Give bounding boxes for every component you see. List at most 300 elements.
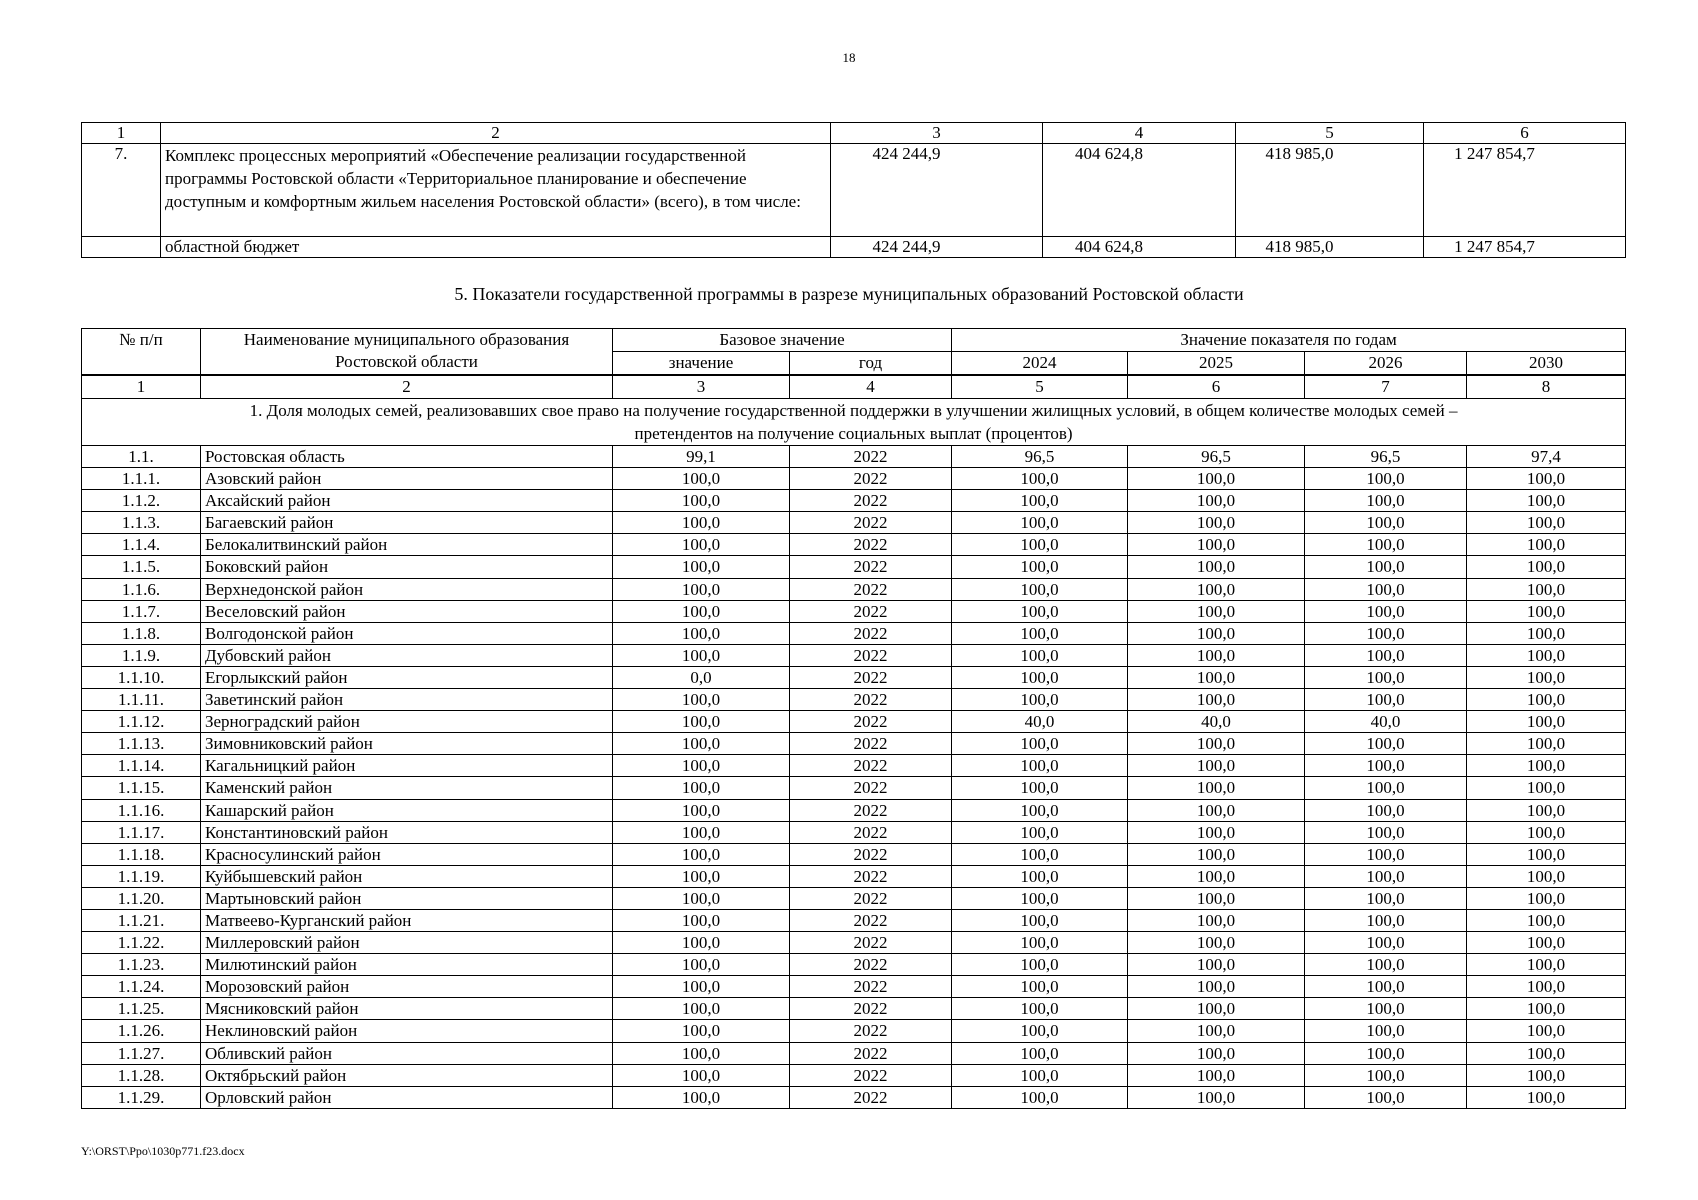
column-number: 4 <box>790 375 952 399</box>
row-value: 100,0 <box>613 755 790 777</box>
row-value: 100,0 <box>613 556 790 578</box>
row-value: 100,0 <box>1467 711 1626 733</box>
row-value: 100,0 <box>1467 666 1626 688</box>
row-value: 100,0 <box>1467 556 1626 578</box>
row-value: 100,0 <box>952 799 1128 821</box>
row-value: 100,0 <box>613 887 790 909</box>
row-number: 1.1.2. <box>82 490 201 512</box>
row-value: 100,0 <box>952 622 1128 644</box>
row-value: 100,0 <box>1128 976 1305 998</box>
row-value: 100,0 <box>1305 799 1467 821</box>
header-cell: 1 <box>82 123 161 144</box>
row-name: Зерноградский район <box>201 711 613 733</box>
column-numbers-row <box>82 375 1626 399</box>
row-value: 100,0 <box>1467 490 1626 512</box>
row-name: Комплекс процессных мероприятий «Обеспечение реализации государственной программы Ростовской области «Территориальное планирование и обеспечение доступным и комфортным жильем населения Ростовской области» (всего), в том числе: <box>161 144 831 237</box>
row-number: 1.1.28. <box>82 1064 201 1086</box>
row-value: 2022 <box>790 490 952 512</box>
column-number: 3 <box>613 375 790 399</box>
row-value: 100,0 <box>952 490 1128 512</box>
header-cell: 6 <box>1424 123 1626 144</box>
row-name: Ростовская область <box>201 446 613 468</box>
row-number: 1.1.3. <box>82 512 201 534</box>
budget-table-header <box>82 123 1626 144</box>
row-value: 2022 <box>790 821 952 843</box>
row-value: 2022 <box>790 468 952 490</box>
row-value: 100,0 <box>1467 1042 1626 1064</box>
row-value: 97,4 <box>1467 446 1626 468</box>
row-value: 100,0 <box>1305 666 1467 688</box>
row-number: 1.1.13. <box>82 733 201 755</box>
row-value: 100,0 <box>1128 534 1305 556</box>
row-value: 100,0 <box>1305 821 1467 843</box>
row-value: 100,0 <box>1128 843 1305 865</box>
row-name: Кашарский район <box>201 799 613 821</box>
row-value: 424 244,9 <box>831 237 1043 258</box>
row-value: 100,0 <box>1305 644 1467 666</box>
row-value: 100,0 <box>952 909 1128 931</box>
row-value: 100,0 <box>952 556 1128 578</box>
row-value: 100,0 <box>1305 777 1467 799</box>
table-row <box>82 1064 1626 1086</box>
row-value: 100,0 <box>952 644 1128 666</box>
row-value: 424 244,9 <box>831 144 1043 237</box>
row-value: 100,0 <box>1305 468 1467 490</box>
row-value: 2022 <box>790 733 952 755</box>
row-value: 100,0 <box>1305 954 1467 976</box>
row-value: 100,0 <box>1305 490 1467 512</box>
header-by-years: Значение показателя по годам <box>952 329 1626 352</box>
row-value: 100,0 <box>1467 1020 1626 1042</box>
table-row <box>82 1086 1626 1108</box>
row-value: 100,0 <box>952 932 1128 954</box>
row-value: 100,0 <box>952 1086 1128 1108</box>
table-row <box>82 909 1626 931</box>
row-value: 100,0 <box>1305 1042 1467 1064</box>
row-name: Егорлыкский район <box>201 666 613 688</box>
row-value: 100,0 <box>1467 755 1626 777</box>
row-value: 100,0 <box>1305 556 1467 578</box>
section-title: 5. Показатели государственной программы в разрезе муниципальных образований Ростовской области <box>454 284 1244 304</box>
row-value: 100,0 <box>1305 909 1467 931</box>
row-value: 2022 <box>790 887 952 909</box>
row-value: 100,0 <box>613 821 790 843</box>
row-value: 100,0 <box>613 534 790 556</box>
row-value: 100,0 <box>952 1020 1128 1042</box>
table-row <box>82 144 1626 237</box>
row-value: 40,0 <box>1128 711 1305 733</box>
row-value: 100,0 <box>1128 865 1305 887</box>
row-value: 100,0 <box>952 821 1128 843</box>
column-number: 7 <box>1305 375 1467 399</box>
row-value: 100,0 <box>952 843 1128 865</box>
file-path-footer: Y:\ORST\Ppo\1030p771.f23.docx <box>81 1144 245 1158</box>
column-number: 5 <box>952 375 1128 399</box>
row-value: 100,0 <box>1467 887 1626 909</box>
row-number: 1.1.29. <box>82 1086 201 1108</box>
row-value: 2022 <box>790 534 952 556</box>
row-number: 1.1.15. <box>82 777 201 799</box>
row-value: 100,0 <box>1305 600 1467 622</box>
row-name: Боковский район <box>201 556 613 578</box>
row-value: 100,0 <box>1305 512 1467 534</box>
row-name: Октябрьский район <box>201 1064 613 1086</box>
row-value: 100,0 <box>613 600 790 622</box>
header-year: 2025 <box>1128 352 1305 376</box>
row-value: 100,0 <box>952 1064 1128 1086</box>
table-row <box>82 689 1626 711</box>
table-row <box>82 534 1626 556</box>
row-name: Красносулинский район <box>201 843 613 865</box>
row-number: 7. <box>82 144 161 237</box>
row-value: 100,0 <box>1305 755 1467 777</box>
row-value: 100,0 <box>1305 578 1467 600</box>
header-year: 2026 <box>1305 352 1467 376</box>
header-cell: 3 <box>831 123 1043 144</box>
table-row <box>82 976 1626 998</box>
row-name: Волгодонской район <box>201 622 613 644</box>
table-row <box>82 666 1626 688</box>
row-value: 100,0 <box>613 932 790 954</box>
column-number: 8 <box>1467 375 1626 399</box>
row-value: 100,0 <box>1128 733 1305 755</box>
table-row <box>82 777 1626 799</box>
row-value: 40,0 <box>1305 711 1467 733</box>
row-value: 2022 <box>790 600 952 622</box>
row-name: Зимовниковский район <box>201 733 613 755</box>
row-value: 1 247 854,7 <box>1424 237 1626 258</box>
table-row <box>82 622 1626 644</box>
row-value: 2022 <box>790 711 952 733</box>
indicator-title: 1. Доля молодых семей, реализовавших свое право на получение государственной поддержки в улучшении жилищных условий, в общем количестве молодых семей – претендентов на получение социальных выплат (процентов) <box>82 399 1626 446</box>
row-value: 2022 <box>790 512 952 534</box>
row-value: 2022 <box>790 1020 952 1042</box>
row-value: 100,0 <box>1128 1064 1305 1086</box>
row-name: Морозовский район <box>201 976 613 998</box>
row-value: 96,5 <box>952 446 1128 468</box>
row-value: 100,0 <box>1128 1020 1305 1042</box>
page-number: 18 <box>842 50 856 65</box>
row-value: 2022 <box>790 1064 952 1086</box>
row-value: 100,0 <box>1467 512 1626 534</box>
row-number: 1.1.22. <box>82 932 201 954</box>
row-value: 100,0 <box>613 733 790 755</box>
row-value: 100,0 <box>613 799 790 821</box>
row-value: 100,0 <box>613 976 790 998</box>
row-value: 99,1 <box>613 446 790 468</box>
row-value: 2022 <box>790 755 952 777</box>
row-name: Матвеево-Курганский район <box>201 909 613 931</box>
row-value: 2022 <box>790 998 952 1020</box>
row-name: Дубовский район <box>201 644 613 666</box>
row-value: 418 985,0 <box>1236 237 1424 258</box>
row-value: 100,0 <box>613 1064 790 1086</box>
row-value: 2022 <box>790 909 952 931</box>
row-value: 100,0 <box>613 644 790 666</box>
row-number: 1.1.12. <box>82 711 201 733</box>
row-value: 100,0 <box>1467 689 1626 711</box>
indicator-row <box>82 399 1626 446</box>
row-value: 100,0 <box>952 512 1128 534</box>
row-number: 1.1.23. <box>82 954 201 976</box>
row-value: 100,0 <box>1467 600 1626 622</box>
row-value: 100,0 <box>1467 954 1626 976</box>
row-value: 100,0 <box>1128 512 1305 534</box>
row-value: 100,0 <box>1467 865 1626 887</box>
row-name: Милютинский район <box>201 954 613 976</box>
row-value: 100,0 <box>1128 998 1305 1020</box>
table-row <box>82 644 1626 666</box>
header-base: Базовое значение <box>613 329 952 352</box>
row-value: 40,0 <box>952 711 1128 733</box>
table-row <box>82 490 1626 512</box>
row-number: 1.1. <box>82 446 201 468</box>
row-number: 1.1.9. <box>82 644 201 666</box>
row-value: 100,0 <box>613 843 790 865</box>
row-value: 2022 <box>790 446 952 468</box>
row-value: 404 624,8 <box>1043 237 1236 258</box>
row-value: 100,0 <box>613 1086 790 1108</box>
table-row <box>82 468 1626 490</box>
row-value: 100,0 <box>1467 932 1626 954</box>
table-row <box>82 799 1626 821</box>
row-value: 100,0 <box>952 689 1128 711</box>
row-value: 100,0 <box>1467 976 1626 998</box>
table-row <box>82 446 1626 468</box>
table-row <box>82 865 1626 887</box>
row-value: 2022 <box>790 1042 952 1064</box>
row-number: 1.1.18. <box>82 843 201 865</box>
row-value: 100,0 <box>1467 909 1626 931</box>
row-value: 100,0 <box>1467 578 1626 600</box>
row-value: 100,0 <box>613 909 790 931</box>
row-value: 100,0 <box>1467 468 1626 490</box>
header-base-year: год <box>790 352 952 376</box>
row-value: 100,0 <box>1305 976 1467 998</box>
header-base-value: значение <box>613 352 790 376</box>
row-name: Каменский район <box>201 777 613 799</box>
row-value: 100,0 <box>952 600 1128 622</box>
row-value: 100,0 <box>952 1042 1128 1064</box>
table-row <box>82 237 1626 258</box>
row-value: 2022 <box>790 666 952 688</box>
row-value: 2022 <box>790 644 952 666</box>
row-number: 1.1.14. <box>82 755 201 777</box>
row-value: 100,0 <box>1128 887 1305 909</box>
row-value: 100,0 <box>1128 1042 1305 1064</box>
column-number: 2 <box>201 375 613 399</box>
row-value: 1 247 854,7 <box>1424 144 1626 237</box>
row-value: 100,0 <box>1128 1086 1305 1108</box>
row-value: 100,0 <box>952 887 1128 909</box>
row-value: 100,0 <box>1467 799 1626 821</box>
row-value: 100,0 <box>1128 622 1305 644</box>
row-value: 100,0 <box>952 998 1128 1020</box>
row-number: 1.1.10. <box>82 666 201 688</box>
row-value: 2022 <box>790 689 952 711</box>
row-number <box>82 237 161 258</box>
row-value: 100,0 <box>613 998 790 1020</box>
row-name: Азовский район <box>201 468 613 490</box>
row-value: 100,0 <box>1305 932 1467 954</box>
row-value: 100,0 <box>1128 821 1305 843</box>
row-value: 100,0 <box>1305 534 1467 556</box>
table-row <box>82 887 1626 909</box>
table-row <box>82 998 1626 1020</box>
row-value: 100,0 <box>952 954 1128 976</box>
header-cell: 4 <box>1043 123 1236 144</box>
row-number: 1.1.8. <box>82 622 201 644</box>
row-value: 100,0 <box>952 733 1128 755</box>
row-value: 100,0 <box>952 534 1128 556</box>
row-value: 100,0 <box>1305 733 1467 755</box>
row-value: 100,0 <box>613 1020 790 1042</box>
row-name: Мартыновский район <box>201 887 613 909</box>
row-name: Багаевский район <box>201 512 613 534</box>
row-number: 1.1.19. <box>82 865 201 887</box>
row-number: 1.1.24. <box>82 976 201 998</box>
row-number: 1.1.20. <box>82 887 201 909</box>
row-value: 418 985,0 <box>1236 144 1424 237</box>
row-value: 100,0 <box>1467 821 1626 843</box>
row-value: 100,0 <box>613 954 790 976</box>
row-name: Орловский район <box>201 1086 613 1108</box>
row-value: 100,0 <box>1305 1020 1467 1042</box>
row-number: 1.1.6. <box>82 578 201 600</box>
row-number: 1.1.7. <box>82 600 201 622</box>
header-cell: 5 <box>1236 123 1424 144</box>
row-value: 100,0 <box>1467 777 1626 799</box>
table-row <box>82 556 1626 578</box>
row-value: 2022 <box>790 622 952 644</box>
column-number: 1 <box>82 375 201 399</box>
table-row <box>82 512 1626 534</box>
row-value: 100,0 <box>1128 578 1305 600</box>
row-value: 100,0 <box>1305 689 1467 711</box>
row-value: 404 624,8 <box>1043 144 1236 237</box>
header-year: 2030 <box>1467 352 1626 376</box>
row-value: 100,0 <box>1128 666 1305 688</box>
row-value: 100,0 <box>1305 622 1467 644</box>
row-value: 100,0 <box>1128 799 1305 821</box>
row-value: 100,0 <box>1467 998 1626 1020</box>
row-number: 1.1.4. <box>82 534 201 556</box>
row-value: 100,0 <box>1305 843 1467 865</box>
header-year: 2024 <box>952 352 1128 376</box>
row-value: 100,0 <box>613 1042 790 1064</box>
row-number: 1.1.27. <box>82 1042 201 1064</box>
row-value: 100,0 <box>1305 1064 1467 1086</box>
row-value: 100,0 <box>952 755 1128 777</box>
row-name: областной бюджет <box>161 237 831 258</box>
row-value: 2022 <box>790 932 952 954</box>
row-number: 1.1.1. <box>82 468 201 490</box>
row-value: 100,0 <box>952 468 1128 490</box>
row-name: Веселовский район <box>201 600 613 622</box>
row-value: 100,0 <box>613 711 790 733</box>
row-value: 100,0 <box>1128 490 1305 512</box>
row-value: 2022 <box>790 865 952 887</box>
row-value: 100,0 <box>613 689 790 711</box>
row-value: 2022 <box>790 954 952 976</box>
row-number: 1.1.25. <box>82 998 201 1020</box>
row-value: 100,0 <box>613 777 790 799</box>
row-name: Константиновский район <box>201 821 613 843</box>
table-row <box>82 821 1626 843</box>
row-value: 100,0 <box>613 578 790 600</box>
row-value: 100,0 <box>1128 954 1305 976</box>
row-value: 100,0 <box>1467 733 1626 755</box>
indicators-table <box>81 328 1626 1109</box>
row-value: 100,0 <box>1467 622 1626 644</box>
row-number: 1.1.26. <box>82 1020 201 1042</box>
row-value: 100,0 <box>613 622 790 644</box>
table-row <box>82 954 1626 976</box>
row-value: 100,0 <box>1128 909 1305 931</box>
row-value: 100,0 <box>1467 843 1626 865</box>
row-name: Неклиновский район <box>201 1020 613 1042</box>
table-row <box>82 932 1626 954</box>
row-value: 2022 <box>790 976 952 998</box>
row-name: Обливский район <box>201 1042 613 1064</box>
table-row <box>82 711 1626 733</box>
row-value: 100,0 <box>1305 1086 1467 1108</box>
row-value: 2022 <box>790 799 952 821</box>
row-name: Куйбышевский район <box>201 865 613 887</box>
row-value: 100,0 <box>613 512 790 534</box>
table-row <box>82 600 1626 622</box>
row-value: 100,0 <box>1305 887 1467 909</box>
row-name: Верхнедонской район <box>201 578 613 600</box>
row-number: 1.1.11. <box>82 689 201 711</box>
row-value: 100,0 <box>1128 600 1305 622</box>
row-value: 100,0 <box>952 578 1128 600</box>
row-name: Заветинский район <box>201 689 613 711</box>
row-number: 1.1.21. <box>82 909 201 931</box>
row-value: 2022 <box>790 578 952 600</box>
row-value: 100,0 <box>1128 932 1305 954</box>
row-value: 100,0 <box>952 777 1128 799</box>
row-number: 1.1.17. <box>82 821 201 843</box>
row-value: 100,0 <box>1128 468 1305 490</box>
row-name: Аксайский район <box>201 490 613 512</box>
table-row <box>82 843 1626 865</box>
row-value: 100,0 <box>1467 644 1626 666</box>
row-value: 100,0 <box>1305 998 1467 1020</box>
column-number: 6 <box>1128 375 1305 399</box>
row-value: 100,0 <box>613 490 790 512</box>
row-value: 2022 <box>790 556 952 578</box>
row-value: 100,0 <box>952 666 1128 688</box>
row-name: Кагальницкий район <box>201 755 613 777</box>
header-name: Наименование муниципального образования Ростовской области <box>201 329 613 376</box>
table-row <box>82 733 1626 755</box>
table-row <box>82 1020 1626 1042</box>
row-value: 100,0 <box>952 976 1128 998</box>
row-value: 96,5 <box>1305 446 1467 468</box>
row-name: Мясниковский район <box>201 998 613 1020</box>
row-value: 100,0 <box>1467 1086 1626 1108</box>
row-value: 96,5 <box>1128 446 1305 468</box>
table-row <box>82 578 1626 600</box>
row-value: 2022 <box>790 777 952 799</box>
row-value: 100,0 <box>1128 777 1305 799</box>
row-value: 2022 <box>790 843 952 865</box>
table-row <box>82 755 1626 777</box>
header-cell: 2 <box>161 123 831 144</box>
row-number: 1.1.5. <box>82 556 201 578</box>
budget-table <box>81 122 1626 258</box>
